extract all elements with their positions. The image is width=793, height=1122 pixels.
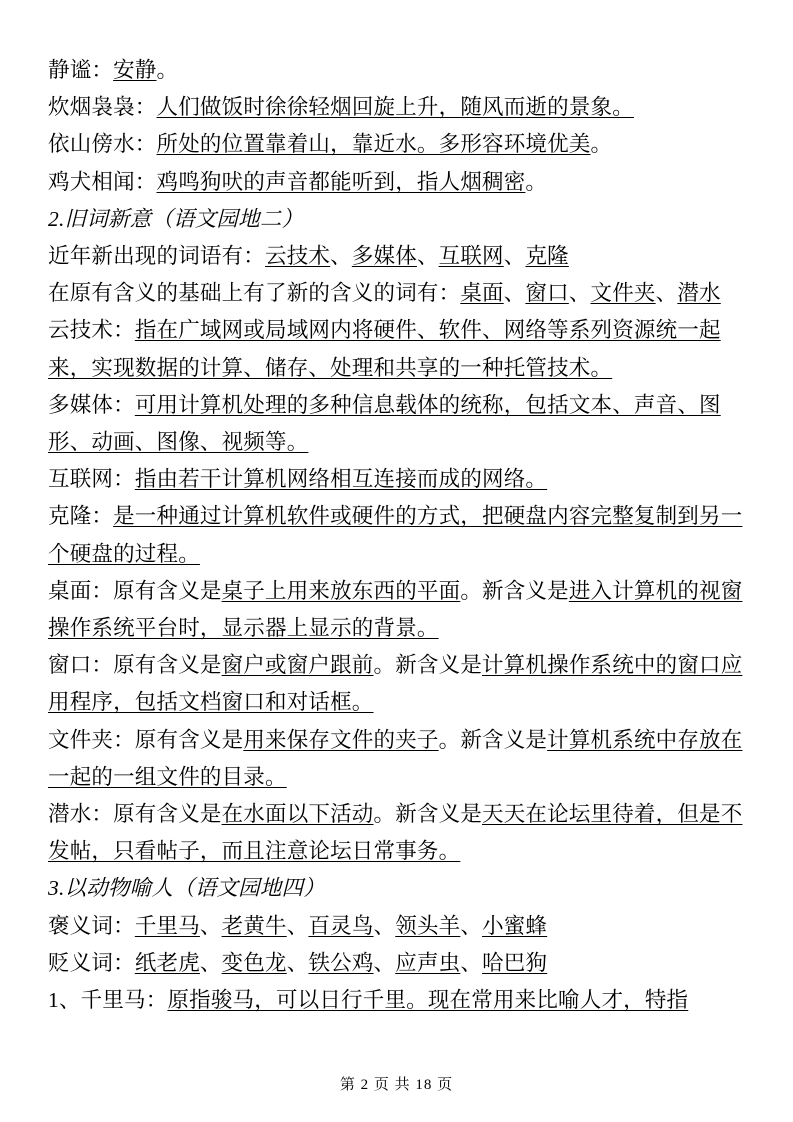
plain-text: 鸡犬相闻：: [48, 169, 157, 194]
plain-text: 3.以动物喻人（语文园地四）: [48, 876, 325, 901]
definition-paragraph: [48, 387, 749, 461]
plain-text: 2.旧词新意（语文园地二）: [48, 206, 304, 231]
plain-text: 、: [655, 281, 678, 306]
underlined-text: 千里马: [134, 913, 200, 938]
plain-text: 。: [156, 58, 179, 82]
underlined-text: 原指骏马，可以日行千里。现在常用来比喻人才，特指: [167, 988, 689, 1013]
definition-paragraph: [48, 498, 749, 572]
underlined-text: 窗户或窗户跟前: [221, 653, 374, 678]
page-footer: 第 2 页 共 18 页: [339, 1077, 454, 1093]
underlined-text: 文件夹: [590, 281, 656, 306]
plain-text: 在原有含义的基础上有了新的含义的词有：: [48, 281, 461, 306]
definition-paragraph: [48, 982, 749, 1019]
underlined-text: 潜水: [677, 281, 721, 306]
plain-text: 静谧：: [48, 58, 114, 82]
underlined-text: 人们做饭时徐徐轻烟回旋上升，随风而逝的景象。: [156, 95, 634, 120]
definition-paragraph: [48, 461, 749, 498]
underlined-text: 指在广域网或局域网内将硬件、软件、网络等系列资源统一起来，实现数据的计算、储存、处理和共享的一种托管技术。: [48, 318, 721, 380]
underlined-text: 克隆: [525, 244, 569, 269]
plain-text: 。新含义是: [438, 727, 548, 752]
underlined-text: 桌子上用来放东西的平面: [221, 578, 461, 603]
plain-text: 潜水：原有含义是: [48, 802, 222, 827]
underlined-text: 桌面: [460, 281, 504, 306]
underlined-text: 铁公鸡: [308, 950, 374, 975]
underlined-text: 老黄牛: [221, 913, 287, 938]
underlined-text: 用来保存文件的夹子: [243, 727, 439, 752]
definition-paragraph: [48, 275, 749, 312]
definition-paragraph: [48, 126, 749, 163]
definition-paragraph: [48, 722, 749, 796]
underlined-text: 是一种通过计算机软件或硬件的方式，把硬盘内容完整复制到另一个硬盘的过程。: [48, 504, 743, 566]
definition-paragraph: [48, 573, 749, 647]
plain-text: 依山傍水：: [48, 132, 157, 157]
plain-text: 、: [460, 913, 483, 938]
plain-text: 、: [568, 281, 591, 306]
definition-paragraph: [48, 945, 749, 982]
plain-text: 桌面：原有含义是: [48, 578, 222, 603]
plain-text: 、: [199, 950, 222, 975]
underlined-text: 窗口: [525, 281, 569, 306]
underlined-text: 安静: [113, 58, 157, 82]
plain-text: 、: [330, 244, 352, 269]
plain-text: 。: [590, 132, 613, 157]
plain-text: 、: [416, 244, 439, 269]
plain-text: 、: [373, 950, 396, 975]
plain-text: 近年新出现的词语有：: [48, 244, 266, 269]
underlined-text: 可用计算机处理的多种信息载体的统称，包括文本、声音、图形、动画、图像、视频等。: [48, 392, 721, 455]
underlined-text: 所处的位置靠着山，靠近水。多形容环境优美: [156, 132, 591, 157]
underlined-text: 哈巴狗: [482, 950, 548, 975]
plain-text: 、: [503, 244, 526, 269]
underlined-text: 云技术: [265, 244, 331, 269]
plain-text: 窗口：原有含义是: [48, 653, 222, 678]
plain-text: 、: [373, 913, 396, 938]
plain-text: 贬义词：: [48, 950, 135, 975]
underlined-text: 天天在论坛里待着，但是不发帖，只看帖子，而且注意论坛日常事务。: [48, 802, 743, 864]
underlined-text: 鸡鸣狗吠的声音都能听到，指人烟稠密: [156, 169, 526, 194]
plain-text: 。: [525, 169, 548, 194]
plain-text: 多媒体：: [48, 392, 135, 417]
underlined-text: 互联网: [438, 244, 504, 269]
definition-paragraph: [48, 89, 749, 126]
definition-paragraph: [48, 796, 749, 870]
underlined-text: 领头羊: [395, 913, 461, 938]
underlined-text: 多媒体: [351, 244, 417, 269]
definition-paragraph: [48, 52, 749, 89]
underlined-text: 计算机操作系统中的窗口应用程序，包括文档窗口和对话框。: [48, 653, 743, 715]
plain-text: 。新含义是: [373, 653, 483, 678]
document-body: [48, 52, 749, 1019]
plain-text: 。新含义是: [460, 578, 569, 603]
plain-text: 、: [286, 950, 309, 975]
definition-paragraph: [48, 238, 749, 275]
plain-text: 1、千里马：: [48, 988, 168, 1013]
plain-text: 褒义词：: [48, 913, 135, 938]
definition-paragraph: [48, 312, 749, 386]
section-heading: [48, 201, 749, 238]
plain-text: 、: [503, 281, 526, 306]
plain-text: 。新含义是: [373, 802, 483, 827]
plain-text: 克隆：: [48, 504, 114, 529]
underlined-text: 进入计算机的视窗操作系统平台时，显示器上显示的背景。: [48, 578, 743, 641]
underlined-text: 应声虫: [395, 950, 461, 975]
underlined-text: 计算机系统中存放在一起的一组文件的目录。: [48, 727, 743, 789]
plain-text: 、: [286, 913, 309, 938]
plain-text: 、: [199, 913, 222, 938]
underlined-text: 纸老虎: [134, 950, 200, 975]
definition-paragraph: [48, 647, 749, 721]
definition-paragraph: [48, 164, 749, 201]
plain-text: 互联网：: [48, 467, 135, 492]
underlined-text: 百灵鸟: [308, 913, 374, 938]
definition-paragraph: [48, 908, 749, 945]
underlined-text: 小蜜蜂: [482, 913, 548, 938]
plain-text: 、: [460, 950, 483, 975]
plain-text: 炊烟袅袅：: [48, 95, 157, 120]
plain-text: 文件夹：原有含义是: [48, 727, 244, 752]
underlined-text: 指由若干计算机网络相互连接而成的网络。: [134, 467, 548, 492]
underlined-text: 变色龙: [221, 950, 287, 975]
underlined-text: 在水面以下活动: [221, 802, 374, 827]
plain-text: 云技术：: [48, 318, 135, 343]
section-heading: [48, 870, 749, 907]
